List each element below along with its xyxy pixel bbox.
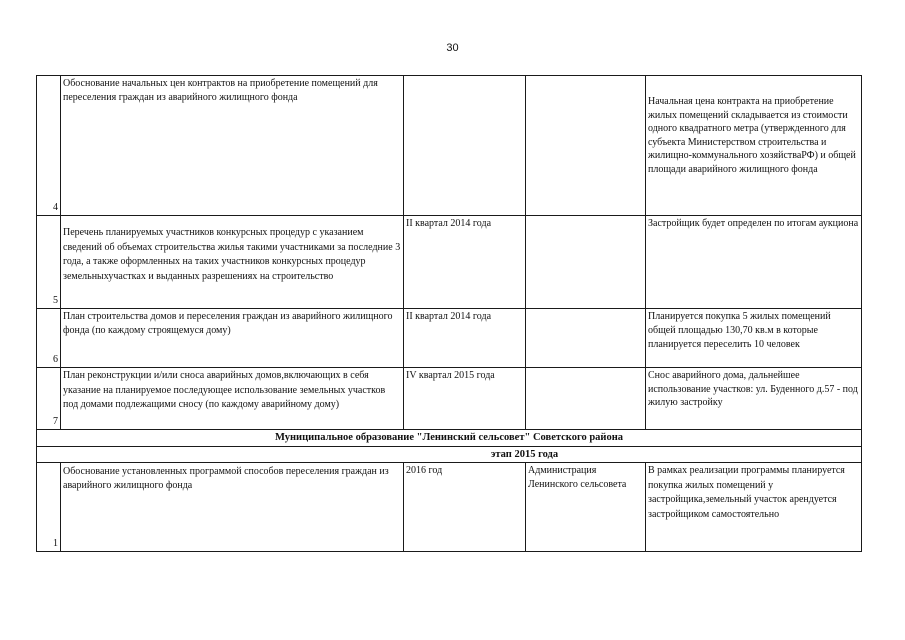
row-description: План реконструкции и/или сноса аварийных домов,включающих в себя указание на планируемое последующее использование земельных участков под домами подлежащими сносу (по каждому аварийному дому) <box>61 368 404 430</box>
row-number: 7 <box>37 368 61 430</box>
row-executor: Администрация Ленинского сельсовета <box>526 463 646 552</box>
row-number: 5 <box>37 216 61 309</box>
row-period: II квартал 2014 года <box>404 309 526 368</box>
stage-row <box>37 446 862 463</box>
section-title: Муниципальное образование "Ленинский сельсовет" Советского района <box>37 430 862 447</box>
program-table <box>36 75 862 552</box>
row-description: Обоснование начальных цен контрактов на приобретение помещений для переселения граждан из аварийного жилищного фонда <box>61 76 404 216</box>
table-row <box>37 76 862 216</box>
row-note: Снос аварийного дома, дальнейшее использование участков: ул. Буденного д.57 - под жилую застройку <box>646 368 862 430</box>
row-number: 1 <box>37 463 61 552</box>
row-note: Планируется покупка 5 жилых помещений общей площадью 130,70 кв.м в которые планируется переселить 10 человек <box>646 309 862 368</box>
row-note: Начальная цена контракта на приобретение жилых помещений складывается из стоимости одного квадратного метра (утвержденного для субъекта Министерством строительства и жилищно-коммунального хозяйстваРФ) и общей площади аварийного жилищного фонда <box>646 76 862 216</box>
row-description: Обоснование установленных программой способов переселения граждан из аварийного жилищного фонда <box>61 463 404 552</box>
row-number: 4 <box>37 76 61 216</box>
row-executor <box>526 216 646 309</box>
table-row <box>37 216 862 309</box>
row-note: Застройщик будет определен по итогам аукциона <box>646 216 862 309</box>
stage-title: этап 2015 года <box>404 446 646 463</box>
row-executor <box>526 368 646 430</box>
row-number: 6 <box>37 309 61 368</box>
row-executor <box>526 309 646 368</box>
row-period: II квартал 2014 года <box>404 216 526 309</box>
row-description: Перечень планируемых участников конкурсных процедур с указанием сведений об объемах строительства жилья такими участниками за последние 3 года, а также оформленных на таких участников конкурсных процедур земельныхучастках и выданных разрешениях на строительство <box>61 216 404 309</box>
row-description: План строительства домов и переселения граждан из аварийного жилищного фонда (по каждому строящемуся дому) <box>61 309 404 368</box>
row-period: IV квартал 2015 года <box>404 368 526 430</box>
table-row <box>37 368 862 430</box>
row-note: В рамках реализации программы планируется покупка жилых помещений у застройщика,земельный участок арендуется застройщиком самостоятельно <box>646 463 862 552</box>
row-period: 2016 год <box>404 463 526 552</box>
page-number: 30 <box>446 42 459 54</box>
section-row <box>37 430 862 447</box>
table-row <box>37 309 862 368</box>
row-period <box>404 76 526 216</box>
row-executor <box>526 76 646 216</box>
table-row <box>37 463 862 552</box>
